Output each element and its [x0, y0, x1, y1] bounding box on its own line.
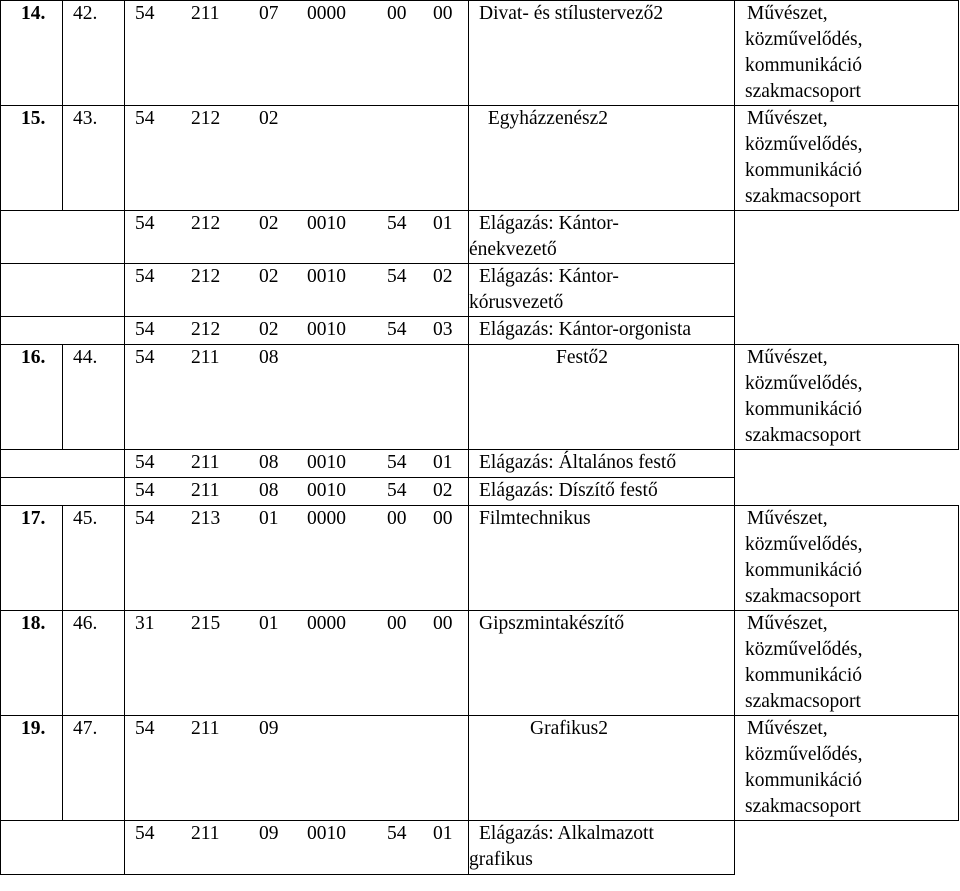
- name-cell: [469, 478, 735, 506]
- code-segment: 31: [135, 613, 155, 634]
- sector-cell: [735, 1, 959, 106]
- name-cell: [469, 264, 735, 317]
- qualification-name: Filmtechnikus: [479, 508, 591, 529]
- table-row: [1, 716, 959, 821]
- blank-cell: [1, 317, 125, 345]
- code-cell: [125, 478, 469, 506]
- sector-line: szakmacsoport: [745, 586, 861, 607]
- code-segment: 0010: [307, 213, 346, 234]
- code-segment: 212: [191, 108, 221, 129]
- name-cell: [469, 317, 735, 345]
- code-segment: 211: [191, 347, 220, 368]
- sector-line: szakmacsoport: [745, 691, 861, 712]
- code-segment: 01: [433, 823, 453, 844]
- blank-cell: [1, 264, 125, 317]
- code-cell: [125, 264, 469, 317]
- code-segment: 54: [135, 480, 155, 501]
- sector-line: közművelődés,: [745, 134, 863, 155]
- code-segment: 08: [259, 452, 279, 473]
- name-cell: [469, 1, 735, 106]
- code-segment: 0000: [307, 3, 346, 24]
- code-segment: 54: [135, 508, 155, 529]
- code-segment: 54: [387, 213, 407, 234]
- code-segment: 08: [259, 347, 279, 368]
- code-segment: 0000: [307, 613, 346, 634]
- sector-line: Művészet,: [747, 108, 828, 129]
- branch-name-line: Elágazás: Kántor-: [479, 213, 619, 234]
- sector-line: kommunikáció: [745, 55, 862, 76]
- sector-line: közművelődés,: [745, 534, 863, 555]
- code-segment: 54: [135, 3, 155, 24]
- name-cell: [469, 611, 735, 716]
- row-index-cell: 43.: [63, 106, 125, 211]
- code-segment: 211: [191, 718, 220, 739]
- code-segment: 09: [259, 718, 279, 739]
- sector-cell: [735, 716, 959, 821]
- code-segment: 54: [135, 823, 155, 844]
- sector-cell: [735, 450, 959, 478]
- sector-cell: [735, 211, 959, 264]
- code-cell: [125, 317, 469, 345]
- code-segment: 54: [135, 108, 155, 129]
- sector-line: közművelődés,: [745, 373, 863, 394]
- code-segment: 0010: [307, 452, 346, 473]
- sector-line: közművelődés,: [745, 29, 863, 50]
- table-row: [1, 450, 959, 478]
- code-segment: 0000: [307, 508, 346, 529]
- row-index-cell: 46.: [63, 611, 125, 716]
- qualification-name: Grafikus2: [530, 718, 608, 739]
- code-segment: 00: [433, 3, 453, 24]
- code-segment: 00: [433, 613, 453, 634]
- name-cell: [469, 345, 735, 450]
- branch-name-line: Elágazás: Díszítő festő: [479, 480, 658, 501]
- code-segment: 01: [433, 452, 453, 473]
- name-cell: [469, 106, 735, 211]
- code-cell: [125, 345, 469, 450]
- row-number-cell: 16.: [1, 345, 63, 450]
- name-cell: [469, 821, 735, 875]
- sector-line: szakmacsoport: [745, 425, 861, 446]
- code-segment: 0010: [307, 823, 346, 844]
- code-segment: 211: [191, 452, 220, 473]
- code-segment: 01: [259, 613, 279, 634]
- sector-cell: [735, 264, 959, 317]
- code-segment: 54: [387, 452, 407, 473]
- code-segment: 00: [387, 613, 407, 634]
- code-segment: 54: [135, 347, 155, 368]
- sector-line: kommunikáció: [745, 665, 862, 686]
- code-segment: 54: [135, 213, 155, 234]
- sector-cell: [735, 106, 959, 211]
- code-segment: 09: [259, 823, 279, 844]
- name-cell: [469, 716, 735, 821]
- sector-line: szakmacsoport: [745, 186, 861, 207]
- sector-line: kommunikáció: [745, 399, 862, 420]
- sector-line: szakmacsoport: [745, 81, 861, 102]
- qualification-name: Gipszmintakészítő: [479, 613, 625, 634]
- code-segment: 01: [433, 213, 453, 234]
- code-segment: 00: [387, 3, 407, 24]
- code-segment: 02: [259, 108, 279, 129]
- table-row: [1, 106, 959, 211]
- sector-line: kommunikáció: [745, 160, 862, 181]
- code-segment: 08: [259, 480, 279, 501]
- table-row: [1, 211, 959, 264]
- code-segment: 0010: [307, 266, 346, 287]
- branch-name-line: grafikus: [469, 849, 533, 870]
- row-number-cell: 18.: [1, 611, 63, 716]
- row-number-cell: 19.: [1, 716, 63, 821]
- code-cell: [125, 211, 469, 264]
- row-index-cell: 45.: [63, 506, 125, 611]
- code-cell: [125, 611, 469, 716]
- sector-line: szakmacsoport: [745, 796, 861, 817]
- sector-cell: [735, 317, 959, 345]
- code-segment: 54: [387, 823, 407, 844]
- code-segment: 0010: [307, 480, 346, 501]
- sector-cell: [735, 611, 959, 716]
- name-cell: [469, 211, 735, 264]
- code-segment: 03: [433, 319, 453, 340]
- code-cell: [125, 450, 469, 478]
- code-segment: 211: [191, 3, 220, 24]
- code-segment: 211: [191, 823, 220, 844]
- blank-cell: [1, 821, 125, 875]
- code-segment: 02: [259, 213, 279, 234]
- name-cell: [469, 506, 735, 611]
- table-row: [1, 264, 959, 317]
- table-row: [1, 506, 959, 611]
- qualification-name: Egyházzenész2: [487, 108, 608, 129]
- code-segment: 212: [191, 319, 221, 340]
- code-segment: 54: [387, 319, 407, 340]
- sector-line: kommunikáció: [745, 770, 862, 791]
- code-segment: 54: [135, 718, 155, 739]
- table-row: [1, 317, 959, 345]
- table-row: [1, 1, 959, 106]
- row-number-cell: 14.: [1, 1, 63, 106]
- sector-line: Művészet,: [747, 3, 828, 24]
- table-row: [1, 611, 959, 716]
- code-segment: 0010: [307, 319, 346, 340]
- code-segment: 02: [259, 266, 279, 287]
- branch-name-line: Elágazás: Kántor-orgonista: [479, 319, 692, 340]
- code-segment: 212: [191, 213, 221, 234]
- code-segment: 02: [433, 480, 453, 501]
- code-segment: 01: [259, 508, 279, 529]
- code-segment: 54: [135, 452, 155, 473]
- name-cell: [469, 450, 735, 478]
- sector-line: közművelődés,: [745, 639, 863, 660]
- code-segment: 212: [191, 266, 221, 287]
- code-segment: 02: [433, 266, 453, 287]
- blank-cell: [1, 450, 125, 478]
- code-segment: 07: [259, 3, 279, 24]
- table-row: [1, 821, 959, 875]
- sector-cell: [735, 478, 959, 506]
- code-segment: 00: [433, 508, 453, 529]
- row-number-cell: 17.: [1, 506, 63, 611]
- branch-name-line: Elágazás: Alkalmazott: [479, 823, 654, 844]
- sector-line: Művészet,: [747, 347, 828, 368]
- code-segment: 54: [135, 266, 155, 287]
- code-cell: [125, 716, 469, 821]
- code-segment: 215: [191, 613, 221, 634]
- code-cell: [125, 821, 469, 875]
- sector-line: kommunikáció: [745, 560, 862, 581]
- table-row: [1, 345, 959, 450]
- sector-line: Művészet,: [747, 718, 828, 739]
- row-index-cell: 47.: [63, 716, 125, 821]
- sector-line: közművelődés,: [745, 744, 863, 765]
- code-segment: 213: [191, 508, 221, 529]
- branch-name-line: Elágazás: Kántor-: [479, 266, 619, 287]
- qualification-name: Divat- és stílustervező2: [479, 3, 664, 24]
- code-cell: [125, 1, 469, 106]
- code-segment: 00: [387, 508, 407, 529]
- blank-cell: [1, 478, 125, 506]
- table-row: [1, 478, 959, 506]
- sector-line: Művészet,: [747, 613, 828, 634]
- row-index-cell: 42.: [63, 1, 125, 106]
- code-segment: 02: [259, 319, 279, 340]
- code-segment: 211: [191, 480, 220, 501]
- sector-line: Művészet,: [747, 508, 828, 529]
- branch-name-line: kórusvezető: [469, 292, 564, 313]
- sector-cell: [735, 821, 959, 875]
- blank-cell: [1, 211, 125, 264]
- row-number-cell: 15.: [1, 106, 63, 211]
- branch-name-line: Elágazás: Általános festő: [479, 452, 677, 473]
- branch-name-line: énekvezető: [469, 239, 557, 260]
- row-index-cell: 44.: [63, 345, 125, 450]
- sector-cell: [735, 345, 959, 450]
- code-segment: 54: [387, 480, 407, 501]
- code-cell: [125, 106, 469, 211]
- sector-cell: [735, 506, 959, 611]
- qualification-name: Festő2: [555, 347, 608, 368]
- code-cell: [125, 506, 469, 611]
- code-segment: 54: [135, 319, 155, 340]
- code-segment: 54: [387, 266, 407, 287]
